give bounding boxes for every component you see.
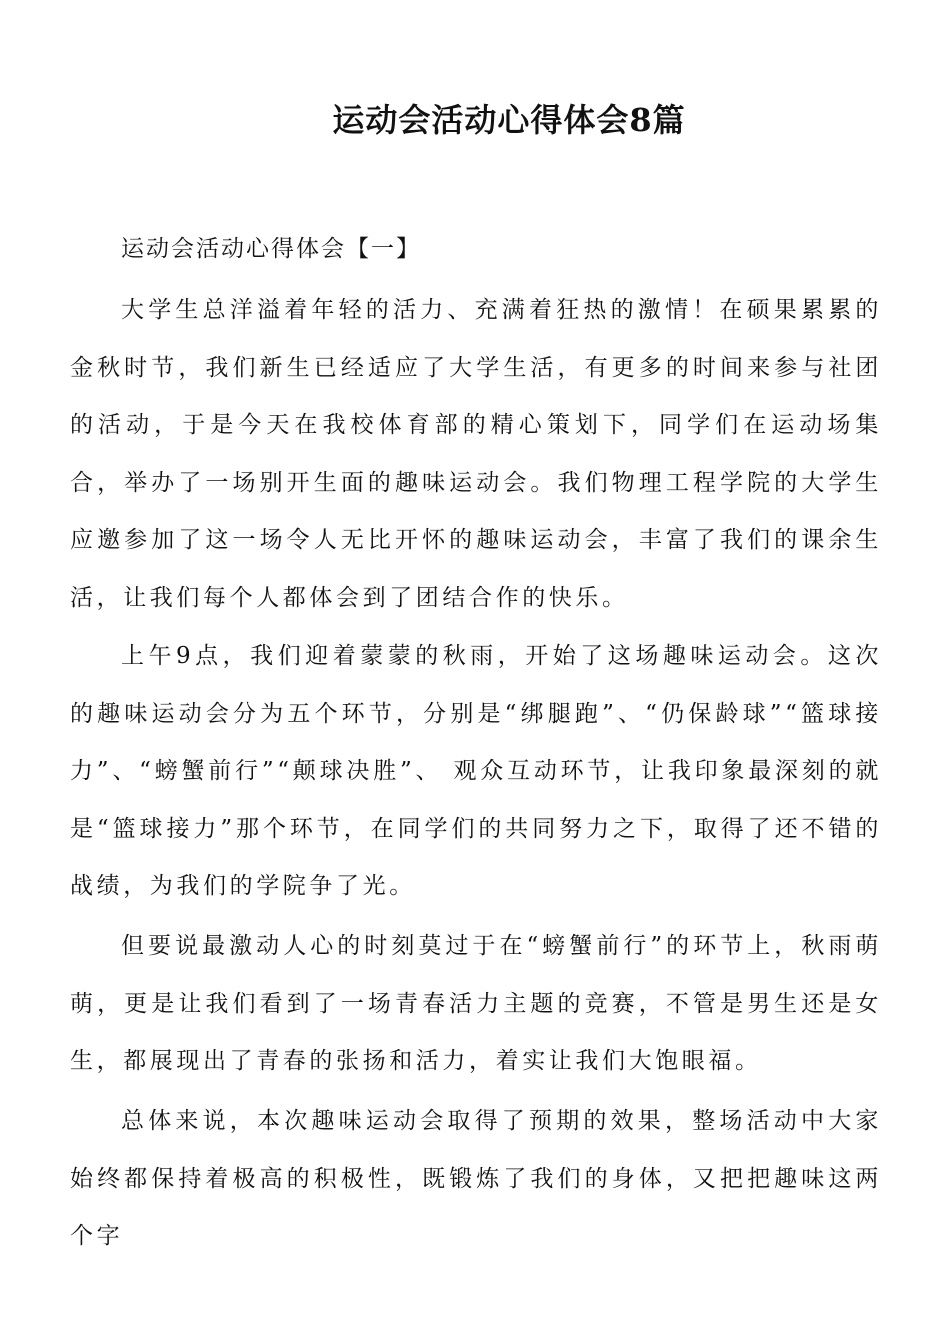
section-heading: 运动会活动心得体会【一】 bbox=[121, 236, 421, 262]
paragraph-3: 但要说最激动人心的时刻莫过于在“螃蟹前行”的环节上，秋雨萌萌，更是让我们看到了一场青春活力主题的竞赛，不管是男生还是女生，都展现出了青春的张扬和活力，着实让我们大饱眼福。 bbox=[70, 933, 882, 1074]
paragraph-2: 上午9点，我们迎着蒙蒙的秋雨，开始了这场趣味运动会。这次的趣味运动会分为五个环节，分别是“绑腿跑”、“仍保龄球”“篮球接力”、“螃蟹前行”“颠球决胜”、 观众互动环节，让我印象最深刻的就是“篮球接力”那个环节，在同学们的共同努力之下，取得了还不错的战绩，为我们的学院争了光。 bbox=[70, 643, 882, 899]
paragraph-4: 总体来说，本次趣味运动会取得了预期的效果，整场活动中大家始终都保持着极高的积极性，既锻炼了我们的身体，又把把趣味这两个字 bbox=[70, 1108, 882, 1249]
document-title: 运动会活动心得体会8篇 bbox=[332, 101, 686, 139]
paragraph-1: 大学生总洋溢着年轻的活力、充满着狂热的激情！在硕果累累的金秋时节，我们新生已经适应了大学生活，有更多的时间来参与社团的活动，于是今天在我校体育部的精心策划下，同学们在运动场集合，举办了一场别开生面的趣味运动会。我们物理工程学院的大学生应邀参加了这一场令人无比开怀的趣味运动会，丰富了我们的课余生活，让我们每个人都体会到了团结合作的快乐。 bbox=[70, 297, 882, 611]
